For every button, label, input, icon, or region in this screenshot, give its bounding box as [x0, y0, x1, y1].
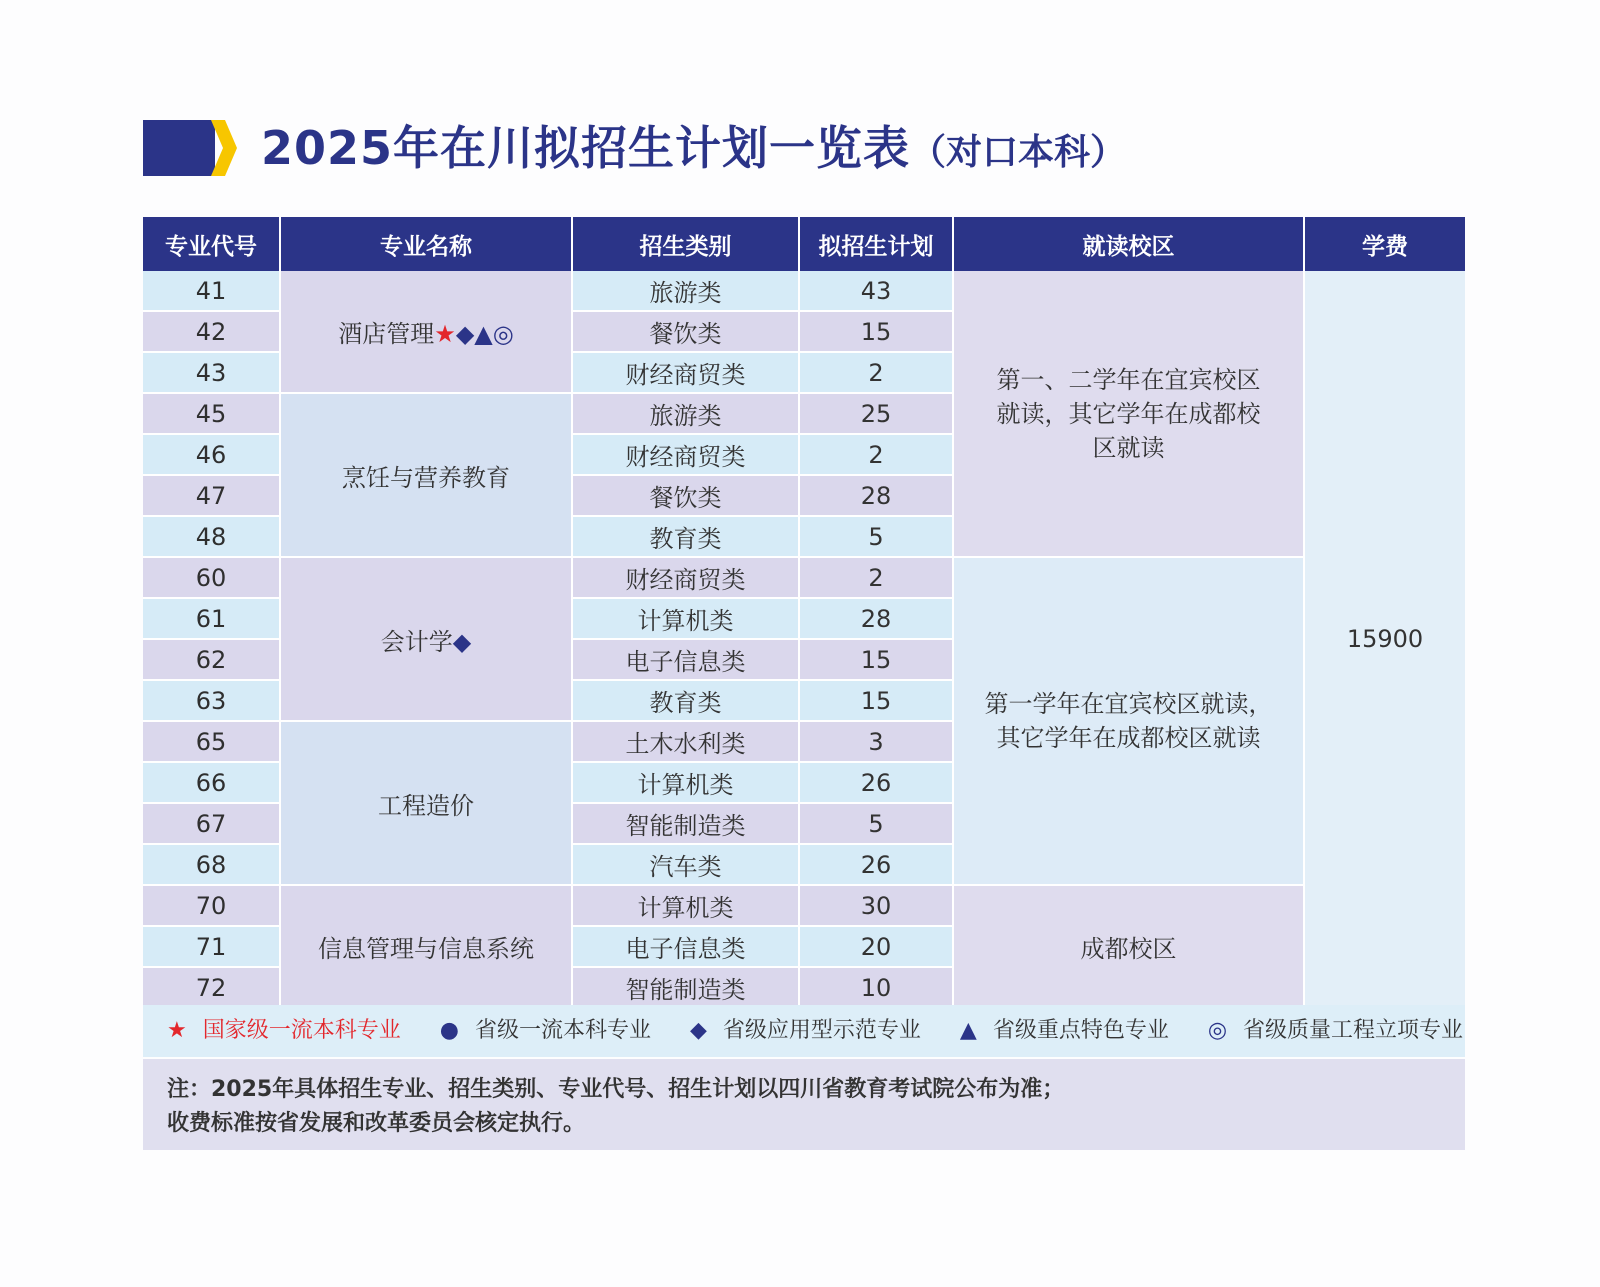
category-cell: 计算机类	[572, 598, 799, 639]
campus-text-line: 第一学年在宜宾校区就读，	[984, 690, 1273, 718]
major-code-cell: 47	[143, 475, 280, 516]
major-code-cell: 72	[143, 967, 280, 1008]
plan-cell: 15	[799, 680, 953, 721]
legend	[143, 1005, 1465, 1057]
plan-cell: 15	[799, 311, 953, 352]
diamond-icon: ◆	[689, 1018, 707, 1043]
diamond-icon: ◆	[455, 320, 475, 348]
major-code-cell: 61	[143, 598, 280, 639]
campus-cell: 成都校区	[953, 885, 1304, 1008]
header-major-code: 专业代号	[143, 217, 280, 271]
campus-cell	[953, 271, 1304, 557]
header-plan: 拟招生计划	[799, 217, 953, 271]
legend-item	[960, 1018, 1185, 1043]
category-cell: 计算机类	[572, 885, 799, 926]
plan-cell: 2	[799, 352, 953, 393]
legend-item	[1208, 1018, 1479, 1043]
major-name-cell: 工程造价	[280, 721, 572, 885]
header-fee: 学费	[1304, 217, 1465, 271]
plan-cell: 10	[799, 967, 953, 1008]
title-bar-decoration	[143, 120, 215, 176]
major-code-cell: 62	[143, 639, 280, 680]
category-cell: 汽车类	[572, 844, 799, 885]
circle-icon: ●	[439, 1018, 459, 1043]
major-name-text: 会计学	[380, 627, 453, 656]
legend-item	[167, 1018, 417, 1043]
fee-cell: 15900	[1304, 271, 1465, 1008]
major-code-cell: 46	[143, 434, 280, 475]
category-cell: 智能制造类	[572, 803, 799, 844]
major-name-cell: 信息管理与信息系统	[280, 885, 572, 1008]
table-row	[143, 557, 1465, 598]
header-category: 招生类别	[572, 217, 799, 271]
plan-cell: 26	[799, 762, 953, 803]
footnote	[143, 1059, 1465, 1150]
category-cell: 电子信息类	[572, 639, 799, 680]
category-cell: 计算机类	[572, 762, 799, 803]
legend-label: 省级质量工程立项专业	[1243, 1018, 1464, 1043]
plan-cell: 3	[799, 721, 953, 762]
category-cell: 财经商贸类	[572, 557, 799, 598]
page-title-sub: （对口本科）	[910, 132, 1127, 173]
star-icon: ★	[167, 1018, 187, 1043]
major-code-cell: 45	[143, 393, 280, 434]
campus-text-line: 其它学年在成都校区就读	[996, 724, 1261, 752]
plan-cell: 5	[799, 803, 953, 844]
major-name-cell	[280, 271, 572, 393]
category-cell: 旅游类	[572, 393, 799, 434]
major-name-cell	[280, 557, 572, 721]
double-circle-icon: ◎	[492, 320, 514, 348]
plan-cell: 26	[799, 844, 953, 885]
plan-cell: 2	[799, 434, 953, 475]
star-icon: ★	[434, 320, 456, 348]
plan-cell: 30	[799, 885, 953, 926]
category-cell: 土木水利类	[572, 721, 799, 762]
campus-cell	[953, 557, 1304, 885]
major-code-cell: 68	[143, 844, 280, 885]
plan-cell: 5	[799, 516, 953, 557]
plan-cell: 43	[799, 271, 953, 311]
major-code-cell: 66	[143, 762, 280, 803]
major-code-cell: 48	[143, 516, 280, 557]
plan-cell: 28	[799, 598, 953, 639]
campus-text-line: 第一、二学年在宜宾校区	[996, 365, 1261, 394]
major-code-cell: 65	[143, 721, 280, 762]
plan-cell: 20	[799, 926, 953, 967]
major-code-cell: 42	[143, 311, 280, 352]
legend-label: 省级重点特色专业	[992, 1018, 1169, 1043]
triangle-icon: ▲	[959, 1018, 977, 1043]
double-circle-icon: ◎	[1207, 1018, 1228, 1043]
legend-item	[440, 1018, 667, 1043]
table-row	[143, 885, 1465, 926]
legend-label: 国家级一流本科专业	[202, 1018, 401, 1043]
page-title-main: 2025年在川拟招生计划一览表	[261, 121, 911, 175]
campus-text-line: 就读，其它学年在成都校	[996, 399, 1261, 428]
footnote-line: 注：2025年具体招生专业、招生类别、专业代号、招生计划以四川省教育考试院公布为准；	[167, 1077, 1065, 1102]
major-name-text: 酒店管理	[338, 320, 435, 348]
footnote-line: 收费标准按省发展和改革委员会核定执行。	[167, 1111, 586, 1136]
category-cell: 电子信息类	[572, 926, 799, 967]
major-code-cell: 71	[143, 926, 280, 967]
major-code-cell: 60	[143, 557, 280, 598]
major-code-cell: 67	[143, 803, 280, 844]
major-code-cell: 70	[143, 885, 280, 926]
plan-cell: 25	[799, 393, 953, 434]
plan-cell: 28	[799, 475, 953, 516]
enrollment-plan-table	[143, 217, 1465, 1009]
header-major-name: 专业名称	[280, 217, 572, 271]
triangle-icon: ▲	[474, 320, 493, 348]
legend-label: 省级一流本科专业	[474, 1018, 651, 1043]
category-cell: 旅游类	[572, 271, 799, 311]
category-cell: 财经商贸类	[572, 352, 799, 393]
title-banner	[143, 118, 1463, 178]
plan-cell: 15	[799, 639, 953, 680]
table-row	[143, 271, 1465, 311]
chevron-right-icon	[211, 120, 237, 176]
header-campus: 就读校区	[953, 217, 1304, 271]
campus-text-line: 区就读	[1092, 433, 1165, 462]
legend-label: 省级应用型示范专业	[722, 1018, 921, 1043]
major-code-cell: 41	[143, 271, 280, 311]
category-cell: 餐饮类	[572, 475, 799, 516]
category-cell: 教育类	[572, 680, 799, 721]
category-cell: 教育类	[572, 516, 799, 557]
table-header-row	[143, 217, 1465, 271]
major-code-cell: 63	[143, 680, 280, 721]
major-code-cell: 43	[143, 352, 280, 393]
legend-item	[690, 1018, 937, 1043]
category-cell: 餐饮类	[572, 311, 799, 352]
page-title	[261, 118, 1126, 178]
category-cell: 智能制造类	[572, 967, 799, 1008]
category-cell: 财经商贸类	[572, 434, 799, 475]
major-name-cell: 烹饪与营养教育	[280, 393, 572, 557]
diamond-icon: ◆	[452, 627, 472, 656]
plan-cell: 2	[799, 557, 953, 598]
